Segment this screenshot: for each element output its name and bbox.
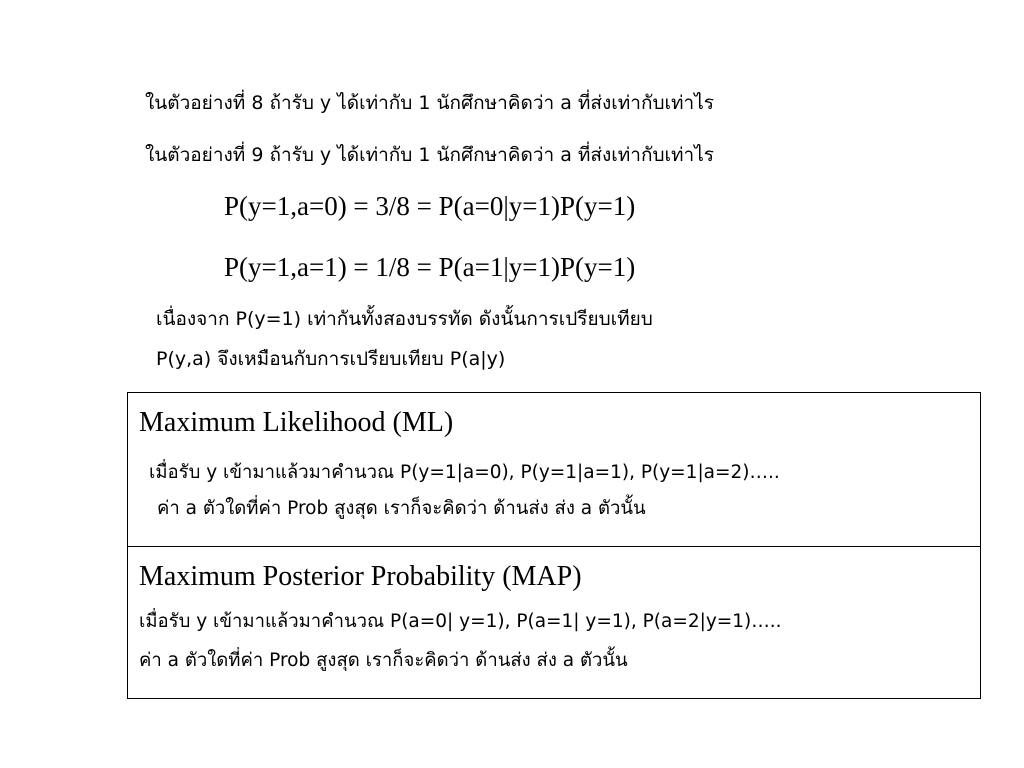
intro-line-2: ในตัวอย่างที่ 9 ถ้ารับ y ได้เท่ากับ 1 นักศึกษาคิดว่า a ที่ส่งเท่ากับเท่าไร (145, 144, 714, 166)
formula-a1: P(y=1,a=1) = 1/8 = P(a=1|y=1)P(y=1) (224, 252, 636, 282)
formula-a0: P(y=1,a=0) = 3/8 = P(a=0|y=1)P(y=1) (224, 191, 636, 221)
ml-title: Maximum Likelihood (ML) (139, 407, 454, 438)
ml-box (127, 392, 981, 547)
explanation-line-2: P(y,a) จึงเหมือนกับการเปรียบเทียบ P(a|y) (156, 348, 506, 370)
map-line-2: ค่า a ตัวใดที่ค่า Prob สูงสุด เราก็จะคิดว่า ด้านส่ง ส่ง a ตัวนั้น (139, 650, 628, 671)
map-box (127, 546, 981, 699)
ml-line-2: ค่า a ตัวใดที่ค่า Prob สูงสุด เราก็จะคิดว่า ด้านส่ง ส่ง a ตัวนั้น (157, 498, 646, 519)
map-title: Maximum Posterior Probability (MAP) (139, 561, 582, 592)
intro-line-1: ในตัวอย่างที่ 8 ถ้ารับ y ได้เท่ากับ 1 นักศึกษาคิดว่า a ที่ส่งเท่ากับเท่าไร (145, 92, 714, 114)
explanation-line-1: เนื่องจาก P(y=1) เท่ากันทั้งสองบรรทัด ดังนั้นการเปรียบเทียบ (156, 308, 653, 330)
map-line-1: เมื่อรับ y เข้ามาแล้วมาคำนวณ P(a=0| y=1), P(a=1| y=1), P(a=2|y=1)….. (139, 611, 782, 632)
ml-line-1: เมื่อรับ y เข้ามาแล้วมาคำนวณ P(y=1|a=0), P(y=1|a=1), P(y=1|a=2)….. (149, 462, 780, 483)
